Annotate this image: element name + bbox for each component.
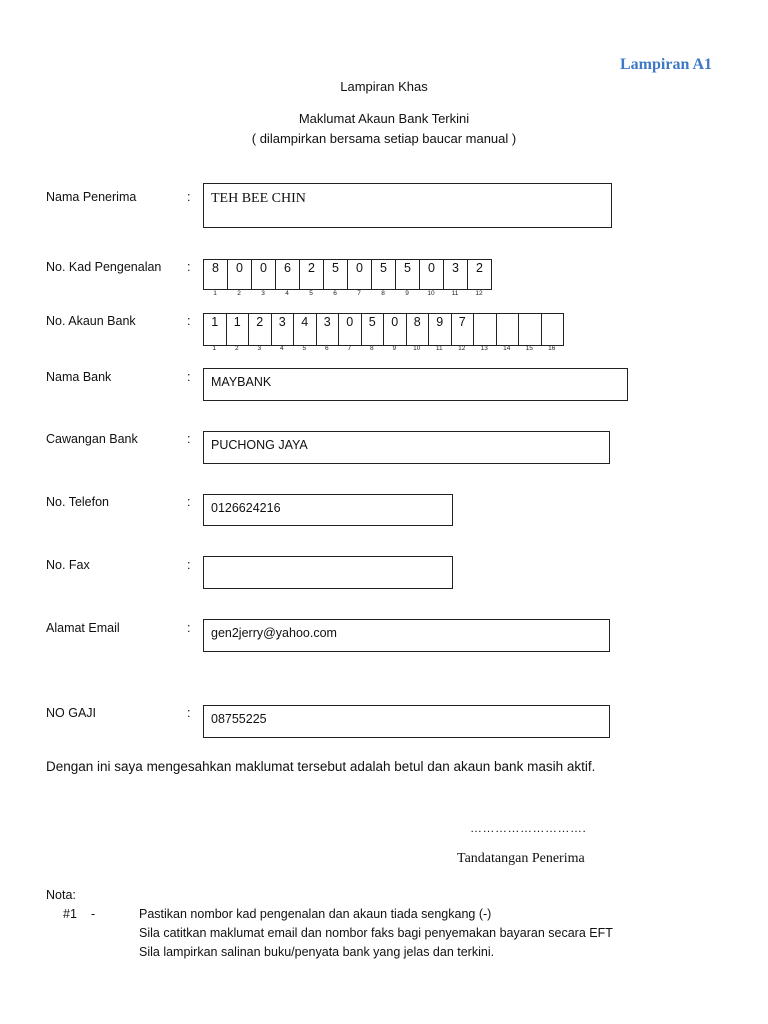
akaun-bank-indices <box>203 345 573 355</box>
colon: : <box>187 558 191 572</box>
digit-index-label: 4 <box>285 290 289 297</box>
ic-digit-cell[interactable]: 2 <box>467 259 492 290</box>
ic-digit-cell[interactable]: 8 <box>203 259 228 290</box>
signature-label: Tandatangan Penerima <box>457 851 585 866</box>
account-digit-cell[interactable]: 0 <box>338 313 362 346</box>
account-digit-cell[interactable] <box>496 313 520 346</box>
digit-index-label: 12 <box>458 345 466 352</box>
ic-digit-cell[interactable]: 5 <box>323 259 348 290</box>
digit-index-label: 6 <box>324 345 329 352</box>
digit-index-label: 7 <box>347 345 352 352</box>
digit-index-label: 5 <box>309 290 313 297</box>
colon: : <box>187 621 191 635</box>
digit-index-label: 12 <box>475 290 483 297</box>
digit-index-label: 2 <box>234 345 239 352</box>
account-digit-cell[interactable] <box>518 313 542 346</box>
account-digit-cell[interactable] <box>473 313 497 346</box>
digit-index-label: 14 <box>503 345 511 352</box>
signature-line[interactable]: ………………………. <box>470 821 587 835</box>
digit-index-label: 9 <box>392 345 397 352</box>
account-digit-cell[interactable]: 3 <box>316 313 340 346</box>
account-digit-cell[interactable]: 7 <box>451 313 475 346</box>
colon: : <box>187 432 191 446</box>
kad-pengenalan-label: No. Kad Pengenalan <box>46 260 162 274</box>
akaun-bank-grid[interactable] <box>203 313 564 346</box>
account-digit-cell[interactable]: 5 <box>361 313 385 346</box>
nama-bank-field[interactable]: MAYBANK <box>203 368 628 401</box>
digit-index-label: 1 <box>212 345 217 352</box>
colon: : <box>187 370 191 384</box>
lampiran-label: Lampiran A1 <box>620 56 713 73</box>
digit-index-label: 11 <box>451 290 459 297</box>
account-digit-cell[interactable]: 0 <box>383 313 407 346</box>
ic-digit-cell[interactable]: 0 <box>419 259 444 290</box>
telefon-label: No. Telefon <box>46 495 110 509</box>
digit-index-label: 8 <box>369 345 374 352</box>
digit-index-label: 4 <box>279 345 284 352</box>
note-line: Pastikan nombor kad pengenalan dan akaun tiada sengkang (-) <box>139 907 492 921</box>
account-digit-cell[interactable]: 2 <box>248 313 272 346</box>
no-gaji-label: NO GAJI <box>46 706 97 720</box>
digit-index-label: 10 <box>413 345 421 352</box>
ic-digit-cell[interactable]: 5 <box>395 259 420 290</box>
fax-field[interactable] <box>203 556 453 589</box>
cawangan-bank-field[interactable]: PUCHONG JAYA <box>203 431 610 464</box>
no-gaji-field[interactable]: 08755225 <box>203 705 610 738</box>
digit-index-label: 16 <box>548 345 556 352</box>
kad-pengenalan-grid[interactable] <box>203 259 492 290</box>
digit-index-label: 8 <box>381 290 385 297</box>
email-label: Alamat Email <box>46 621 120 635</box>
fax-label: No. Fax <box>46 558 90 572</box>
email-field[interactable]: gen2jerry@yahoo.com <box>203 619 610 652</box>
note-line: Sila lampirkan salinan buku/penyata bank yang jelas dan terkini. <box>139 945 495 959</box>
digit-index-label: 9 <box>405 290 409 297</box>
form-title: Lampiran Khas <box>340 79 428 94</box>
digit-index-label: 1 <box>213 290 217 297</box>
account-digit-cell[interactable]: 4 <box>293 313 317 346</box>
colon: : <box>187 495 191 509</box>
account-digit-cell[interactable]: 3 <box>271 313 295 346</box>
confirmation-statement: Dengan ini saya mengesahkan maklumat tersebut adalah betul dan akaun bank masih aktif. <box>46 759 596 774</box>
ic-digit-cell[interactable]: 0 <box>347 259 372 290</box>
account-digit-cell[interactable] <box>541 313 565 346</box>
ic-digit-cell[interactable]: 6 <box>275 259 300 290</box>
digit-index-label: 2 <box>237 290 241 297</box>
note-number: #1 <box>63 907 77 921</box>
form-subtitle-note: ( dilampirkan bersama setiap baucar manual ) <box>251 131 517 146</box>
notes-heading: Nota: <box>46 888 76 902</box>
digit-index-label: 13 <box>480 345 488 352</box>
colon: : <box>187 314 191 328</box>
digit-index-label: 11 <box>435 345 443 352</box>
digit-index-label: 6 <box>333 290 337 297</box>
colon: : <box>187 190 191 204</box>
digit-index-label: 10 <box>427 290 435 297</box>
colon: : <box>187 260 191 274</box>
ic-digit-cell[interactable]: 3 <box>443 259 468 290</box>
cawangan-bank-label: Cawangan Bank <box>46 432 138 446</box>
digit-index-label: 5 <box>302 345 307 352</box>
colon: : <box>187 706 191 720</box>
account-digit-cell[interactable]: 8 <box>406 313 430 346</box>
form-subtitle: Maklumat Akaun Bank Terkini <box>298 111 470 126</box>
nama-bank-label: Nama Bank <box>46 370 112 384</box>
digit-index-label: 3 <box>261 290 265 297</box>
akaun-bank-label: No. Akaun Bank <box>46 314 136 328</box>
telefon-field[interactable]: 0126624216 <box>203 494 453 526</box>
ic-digit-cell[interactable]: 0 <box>251 259 276 290</box>
account-digit-cell[interactable]: 9 <box>428 313 452 346</box>
digit-index-label: 7 <box>357 290 361 297</box>
kad-pengenalan-indices <box>203 290 503 300</box>
digit-index-label: 3 <box>257 345 262 352</box>
ic-digit-cell[interactable]: 0 <box>227 259 252 290</box>
account-digit-cell[interactable]: 1 <box>203 313 227 346</box>
account-digit-cell[interactable]: 1 <box>226 313 250 346</box>
nama-penerima-label: Nama Penerima <box>46 190 137 204</box>
note-dash: - <box>91 907 96 921</box>
note-line: Sila catitkan maklumat email dan nombor faks bagi penyemakan bayaran secara EFT <box>139 926 613 940</box>
nama-penerima-field[interactable]: TEH BEE CHIN <box>203 183 612 228</box>
ic-digit-cell[interactable]: 2 <box>299 259 324 290</box>
ic-digit-cell[interactable]: 5 <box>371 259 396 290</box>
digit-index-label: 15 <box>525 345 533 352</box>
